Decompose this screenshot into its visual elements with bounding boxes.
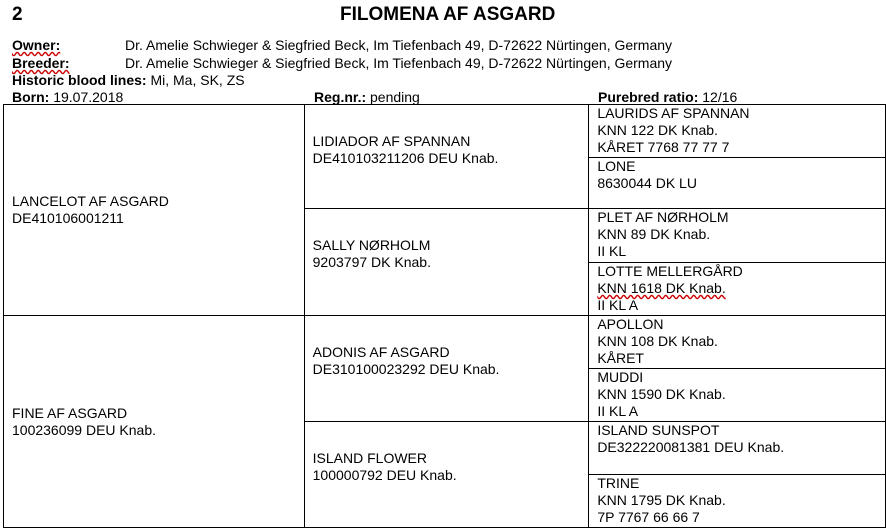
dsd-line2: KNN 1590 DK Knab. — [597, 386, 726, 402]
born-row — [12, 89, 123, 105]
reg-row — [314, 89, 420, 105]
ssd-line2: 8630044 DK LU — [597, 175, 697, 191]
document-number: 2 — [12, 4, 23, 25]
ddd-cell — [589, 475, 886, 528]
sire-dam-cell — [304, 209, 589, 316]
sds-line1: PLET AF NØRHOLM — [597, 209, 729, 225]
dam-sire-name: ADONIS AF ASGARD — [312, 344, 450, 360]
ddd-line1: TRINE — [597, 475, 640, 491]
sss-line2: KNN 122 DK Knab. — [597, 122, 718, 138]
sdd-line2: KNN 1618 DK Knab. — [597, 280, 726, 296]
sds-cell — [589, 209, 886, 263]
breeder-label: Breeder: — [12, 55, 70, 71]
sire-sire-reg: DE410103211206 DEU Knab. — [312, 150, 499, 166]
dss-cell — [589, 316, 886, 369]
dds-line1: ISLAND SUNSPOT — [597, 422, 720, 438]
reg-value: pending — [370, 89, 420, 105]
ratio-label: Purebred ratio: — [598, 89, 699, 105]
ratio-value: 12/16 — [702, 89, 738, 105]
pedigree-table — [3, 104, 886, 528]
sire-cell — [4, 105, 305, 316]
born-value: 19.07.2018 — [53, 89, 124, 105]
reg-label: Reg.nr.: — [314, 89, 367, 105]
ddd-line3: 7P 7767 66 66 7 — [597, 509, 700, 525]
breeder-value: Dr. Amelie Schwieger & Siegfried Beck, Im Tiefenbach 49, D-72622 Nürtingen, Germany — [125, 55, 673, 71]
sss-line3: KÅRET 7768 77 77 7 — [597, 139, 730, 155]
dam-reg: 100236099 DEU Knab. — [12, 421, 156, 438]
sire-sire-cell — [304, 105, 589, 209]
ssd-cell — [589, 158, 886, 209]
sss-line1: LAURIDS AF SPANNAN — [597, 105, 750, 121]
dam-cell — [4, 316, 305, 528]
dsd-cell — [589, 369, 886, 422]
sire-sire-name: LIDIADOR AF SPANNAN — [312, 133, 471, 149]
dsd-line3: II KL A — [597, 403, 639, 419]
dam-dam-reg: 100000792 DEU Knab. — [312, 467, 457, 483]
dds-cell — [589, 422, 886, 475]
born-label: Born: — [12, 89, 50, 105]
dam-sire-cell — [304, 316, 589, 422]
dam-sire-reg: DE310100023292 DEU Knab. — [312, 361, 500, 377]
sdd-line3: II KL A — [597, 297, 639, 313]
dam-dam-name: ISLAND FLOWER — [312, 450, 427, 466]
sire-dam-reg: 9203797 DK Knab. — [312, 254, 431, 270]
blood-lines-value: Mi, Ma, SK, ZS — [150, 72, 245, 88]
sdd-cell — [589, 263, 886, 316]
sire-name: LANCELOT AF ASGARD — [12, 193, 169, 209]
sire-reg: DE410106001211 — [12, 210, 124, 226]
blood-lines-row — [12, 72, 245, 88]
document-title: FILOMENA AF ASGARD — [340, 4, 556, 25]
sss-cell — [589, 105, 886, 158]
blood-lines-label: Historic blood lines: — [12, 72, 147, 88]
dss-line3: KÅRET — [597, 350, 644, 366]
dsd-line1: MUDDI — [597, 369, 644, 385]
sds-line2: KNN 89 DK Knab. — [597, 226, 711, 242]
sds-line3: II KL — [597, 243, 627, 259]
sire-dam-name: SALLY NØRHOLM — [312, 237, 431, 253]
dam-dam-cell — [304, 422, 589, 528]
ddd-line2: KNN 1795 DK Knab. — [597, 492, 726, 508]
ratio-row — [598, 89, 737, 105]
owner-value: Dr. Amelie Schwieger & Siegfried Beck, Im Tiefenbach 49, D-72622 Nürtingen, Germany — [125, 37, 673, 53]
sdd-line1: LOTTE MELLERGÅRD — [597, 263, 743, 279]
dss-line1: APOLLON — [597, 316, 664, 332]
ssd-line1: LONE — [597, 158, 636, 174]
dds-line2: DE322220081381 DEU Knab. — [597, 439, 785, 455]
dss-line2: KNN 108 DK Knab. — [597, 333, 718, 349]
owner-label: Owner: — [12, 37, 61, 53]
dam-name: FINE AF ASGARD — [12, 404, 128, 421]
